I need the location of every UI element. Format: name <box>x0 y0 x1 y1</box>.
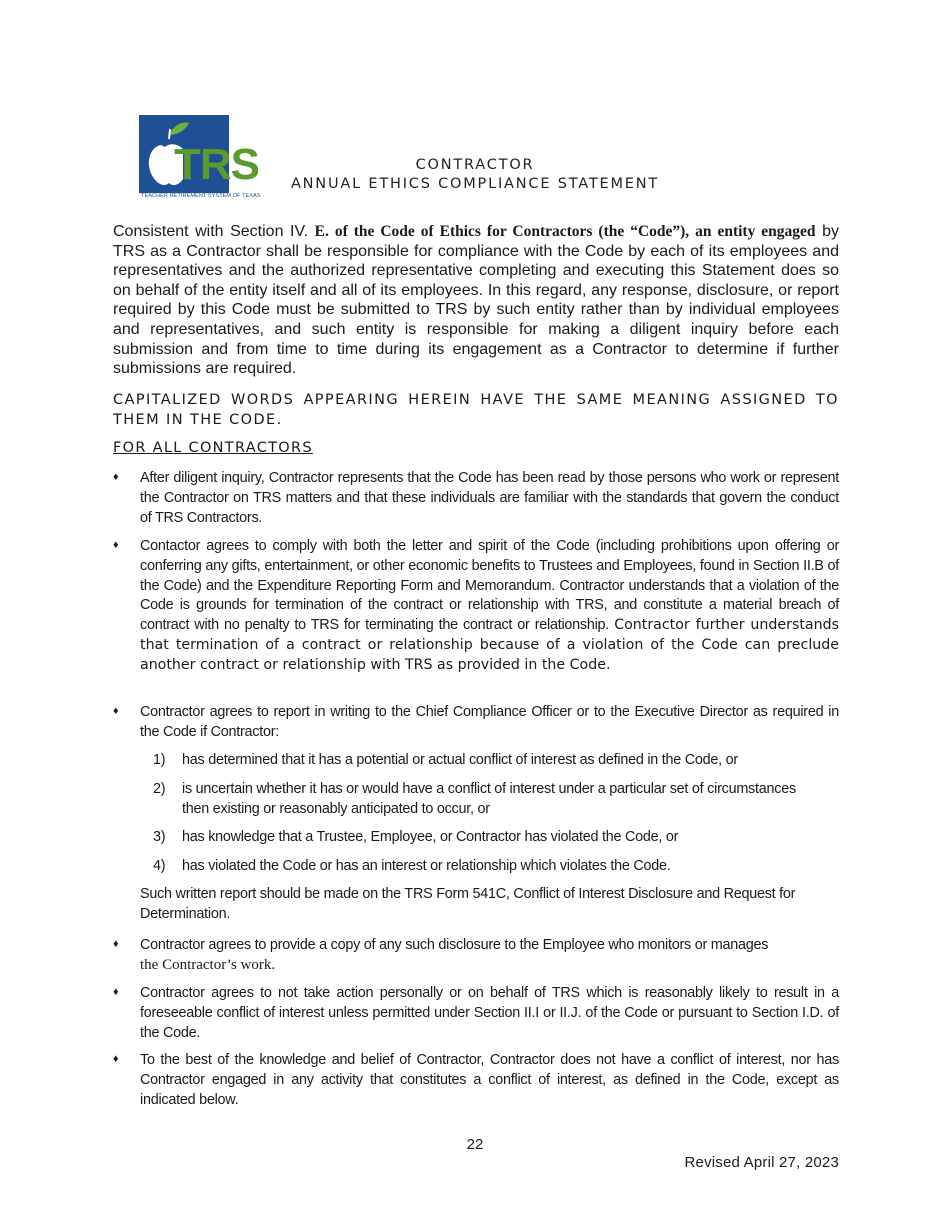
diamond-bullet-icon: ♦ <box>113 938 119 950</box>
numbered-item-number: 3) <box>153 829 166 845</box>
bullet-text <box>140 936 839 976</box>
diamond-bullet-icon: ♦ <box>113 705 119 717</box>
bullet-text: To the best of the knowledge and belief of Contractor, Contractor does not have a conflict of interest, nor has Contractor engaged in any activity that constitutes a conflict of interest, as defined in the Code, except as indicated below. <box>140 1052 839 1108</box>
numbered-item-text: has knowledge that a Trustee, Employee, or Contractor has violated the Code, or <box>182 829 679 845</box>
page-title-line1: CONTRACTOR <box>415 157 535 173</box>
intro-bold: E. of the Code of Ethics for Contractors (the “Code”), an entity engaged <box>314 223 816 240</box>
numbered-item-text: is uncertain whether it has or would have a conflict of interest under a particular set of circumstances then existing or reasonably anticipated to occur, or <box>182 781 796 817</box>
bullet-text: Contractor agrees to not take action personally or on behalf of TRS which is reasonably likely to result in a foreseeable conflict of interest unless permitted under Section II.I or II.J. of the Code or pursuant to Section I.D. of the Code. <box>140 985 839 1041</box>
numbered-item-text: has determined that it has a potential or actual conflict of interest as defined in the Code, or <box>182 752 738 768</box>
section-heading: FOR ALL CONTRACTORS <box>113 440 313 456</box>
bullet-text-cont: the Contractor’s work. <box>140 956 276 973</box>
numbered-item-number: 4) <box>153 858 166 874</box>
diamond-bullet-icon: ♦ <box>113 986 119 998</box>
numbered-item-text: has violated the Code or has an interest or relationship which violates the Code. <box>182 858 671 874</box>
diamond-bullet-icon: ♦ <box>113 1053 119 1065</box>
bullet-text <box>140 537 839 676</box>
bullet-text: After diligent inquiry, Contractor represents that the Code has been read by those persons who work or represent the Contractor on TRS matters and that these individuals are familiar with the standards that govern the conduct of TRS Contractors. <box>140 470 839 526</box>
numbered-item-number: 2) <box>153 781 166 797</box>
bullet-text-part: Contactor agrees to comply with both the letter and spirit of the Code (including prohibitions upon offering or conferring any gifts, entertainment, or other economic benefits to Trustees and Employees, found in Section II.B of the Code) and the Expenditure Reporting Form and Memorandum. Contractor understands that a violation of the Code is grounds for termination of the contract or relationship with TRS, and constitute a material breach of contract with no penalty to TRS for terminating the contract or relationship. <box>140 538 839 634</box>
intro-lead: Consistent with Section IV. <box>113 223 309 240</box>
intro-paragraph <box>113 222 839 379</box>
page-number: 22 <box>466 1136 484 1153</box>
diamond-bullet-icon: ♦ <box>113 539 119 551</box>
revised-date: Revised April 27, 2023 <box>684 1154 839 1171</box>
report-note: Such written report should be made on the TRS Form 541C, Conflict of Interest Disclosure and Request for Determination. <box>140 886 796 922</box>
logo-text: TRS <box>174 140 259 189</box>
logo-tagline: TEACHER RETIREMENT SYSTEM OF TEXAS <box>141 193 261 199</box>
page-title-line2: ANNUAL ETHICS COMPLIANCE STATEMENT <box>290 176 660 192</box>
bullet-text: Contractor agrees to report in writing to the Chief Compliance Officer or to the Executive Director as required in the Code if Contractor: <box>140 704 839 740</box>
intro-rest: by TRS as a Contractor shall be responsible for compliance with the Code by each of its employees and representatives and the authorized representative completing and executing this Statement does so on behalf of the entity itself and all of its employees. In this regard, any response, disclosure, or report required by this Code must be submitted to TRS by such entity rather than by individual employees and representatives, and such entity is responsible for making a diligent inquiry before each submission and from time to time during its engagement as a Contractor to determine if further submissions are required. <box>113 223 840 378</box>
diamond-bullet-icon: ♦ <box>113 471 119 483</box>
capitalized-words-notice: CAPITALIZED WORDS APPEARING HEREIN HAVE THE SAME MEANING ASSIGNED TO THEM IN THE CODE. <box>113 392 839 428</box>
bullet-text-part: Contractor agrees to provide a copy of any such disclosure to the Employee who monitors or manages <box>140 937 769 953</box>
numbered-item-number: 1) <box>153 752 166 768</box>
bullet-text-cont: Contractor further understands that termination of a contract or relationship because of a violation of the Code can preclude another contract or relationship with TRS as provided in the Code. <box>140 617 840 673</box>
